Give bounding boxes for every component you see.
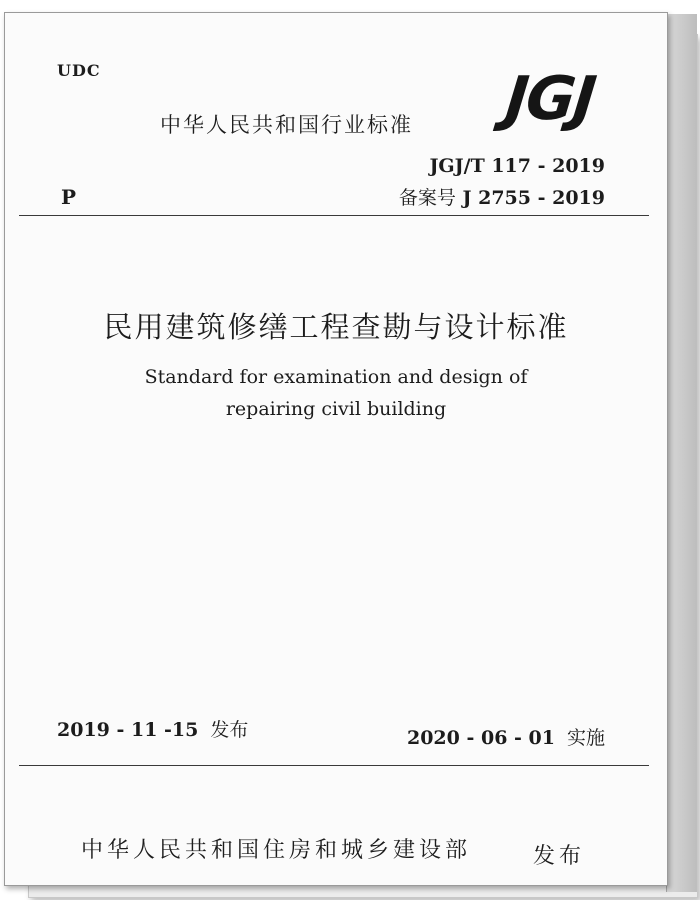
issue-date: 2019 - 11 -15	[57, 719, 199, 741]
implement-date-row	[407, 723, 605, 750]
standard-number: JGJ/T 117 - 2019	[429, 155, 605, 177]
record-number-value: J 2755 - 2019	[462, 187, 605, 209]
publish-label: 发布	[533, 844, 586, 869]
issue-date-row	[57, 715, 248, 742]
title-english-line-2: repairing civil building	[225, 398, 447, 420]
implement-date: 2020 - 06 - 01	[406, 727, 555, 749]
top-divider	[19, 215, 649, 216]
jgj-logo: JGJ	[502, 64, 598, 134]
title-english-line-1: Standard for examination and design of	[144, 366, 528, 388]
classification-code: P	[61, 185, 77, 209]
standard-category: 中华人民共和国行业标准	[160, 113, 413, 137]
issue-label: 发布	[210, 719, 249, 741]
publisher-name: 中华人民共和国住房和城乡建设部	[81, 838, 472, 863]
implement-label: 实施	[566, 727, 605, 749]
title-chinese: 民用建筑修缮工程查勘与设计标准	[103, 310, 569, 344]
title-english	[5, 361, 667, 425]
record-prefix: 备案号	[398, 187, 456, 209]
udc-label: UDC	[57, 61, 101, 80]
standard-cover	[4, 12, 668, 886]
bottom-divider	[19, 765, 649, 766]
record-number	[399, 183, 605, 210]
book-page-edge	[666, 14, 697, 892]
